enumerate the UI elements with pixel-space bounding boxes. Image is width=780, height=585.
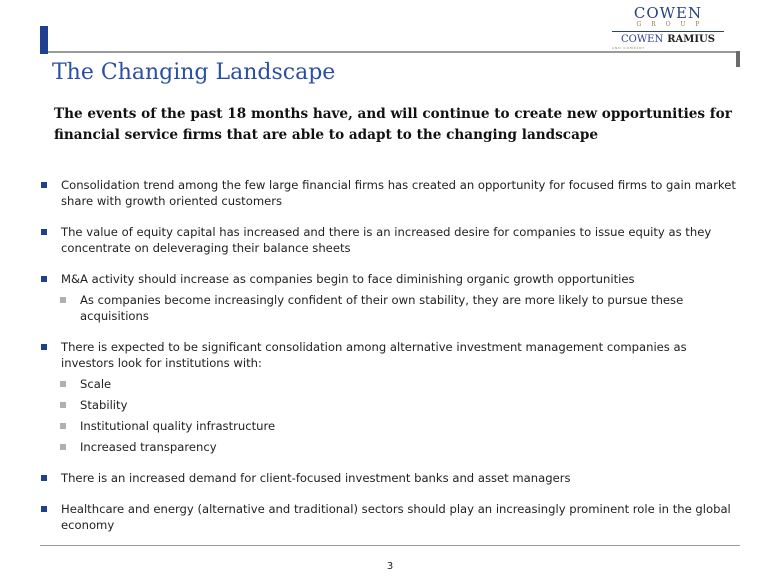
- sub-bullet-item: [40, 439, 740, 455]
- square-bullet-icon: [41, 344, 47, 350]
- bullet-text: Healthcare and energy (alternative and traditional) sectors should play an increasingly prominent role in the global economy: [61, 502, 731, 532]
- slide-subtitle: The events of the past 18 months have, and will continue to create new opportunities for financial service firms that are able to adapt to the changing landscape: [54, 106, 732, 143]
- bullet-item: [40, 177, 740, 209]
- sub-bullet-text: Increased transparency: [80, 440, 217, 454]
- header-end-marker: [736, 51, 740, 67]
- page-number: 3: [386, 561, 394, 572]
- bullet-item: [40, 224, 740, 256]
- cowen-group-logo: [612, 6, 724, 48]
- bullet-item: [40, 271, 740, 287]
- square-bullet-icon: [41, 229, 47, 235]
- logo-divider: [612, 31, 724, 32]
- bullet-item: [40, 470, 740, 486]
- square-sub-bullet-icon: [60, 297, 66, 303]
- square-bullet-icon: [41, 182, 47, 188]
- square-bullet-icon: [41, 276, 47, 282]
- logo-wordmark-cowen: COWEN: [633, 4, 703, 22]
- bullet-text: There is an increased demand for client-focused investment banks and asset managers: [61, 471, 571, 485]
- sub-bullet-text: Stability: [80, 398, 128, 412]
- page-title: The Changing Landscape: [52, 60, 336, 85]
- bullet-text: Consolidation trend among the few large financial firms has created an opportunity for focused firms to gain market share with growth oriented customers: [61, 178, 736, 208]
- header-accent-bar: [40, 26, 48, 54]
- bullet-text: The value of equity capital has increased and there is an increased desire for companies to issue equity as they concentrate on deleveraging their balance sheets: [61, 225, 712, 255]
- bullet-text: There is expected to be significant consolidation among alternative investment management companies as investors look for institutions with:: [61, 340, 687, 370]
- sub-bullet-item: [40, 292, 740, 324]
- bullet-item: [40, 339, 740, 371]
- footer-divider: [40, 545, 740, 546]
- logo-wordmark-ramius: RAMIUS: [667, 34, 715, 45]
- logo-lockup: [612, 34, 724, 46]
- logo-wordmark-group: G R O U P: [636, 21, 704, 28]
- sub-bullet-item: [40, 376, 740, 392]
- logo-wordmark-cowen-small: COWEN: [621, 34, 664, 45]
- square-bullet-icon: [41, 475, 47, 481]
- square-sub-bullet-icon: [60, 381, 66, 387]
- square-bullet-icon: [41, 506, 47, 512]
- sub-bullet-item: [40, 397, 740, 413]
- bullet-list: [40, 177, 740, 533]
- square-sub-bullet-icon: [60, 444, 66, 450]
- sub-bullet-text: As companies become increasingly confident of their own stability, they are more likely to pursue these acquisitions: [80, 293, 684, 323]
- square-sub-bullet-icon: [60, 402, 66, 408]
- sub-bullet-text: Institutional quality infrastructure: [80, 419, 276, 433]
- square-sub-bullet-icon: [60, 423, 66, 429]
- header-divider: [48, 51, 740, 53]
- logo-wordmark-sub: AND COMPANY: [612, 46, 646, 50]
- bullet-text: M&A activity should increase as companies begin to face diminishing organic growth opportunities: [61, 272, 635, 286]
- bullet-item: [40, 501, 740, 533]
- sub-bullet-item: [40, 418, 740, 434]
- sub-bullet-text: Scale: [80, 377, 112, 391]
